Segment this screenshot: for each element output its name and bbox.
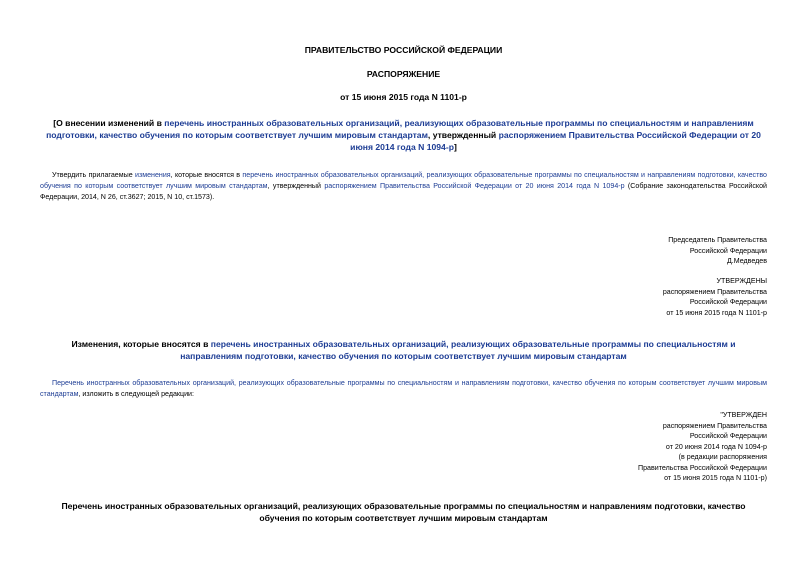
approved2-line: "УТВЕРЖДЕН — [720, 411, 767, 419]
approved-line: УТВЕРЖДЕНЫ — [716, 277, 767, 285]
approved2-line: распоряжением Правительства — [662, 421, 767, 430]
title-order-link[interactable]: распоряжением Правительства Российской Федерации от 20 июня 2014 года N 1094-р — [350, 130, 761, 152]
body-changes-link[interactable]: изменения — [135, 171, 171, 179]
approved2-line: (в редакции распоряжения — [678, 453, 767, 461]
changes-title — [60, 338, 747, 362]
approved-line: Российской Федерации — [689, 298, 767, 306]
government-heading: ПРАВИТЕЛЬСТВО РОССИЙСКОЙ ФЕДЕРАЦИИ — [304, 45, 503, 55]
signature-line: Председатель Правительства — [668, 236, 767, 244]
approved-line: от 15 июня 2015 года N 1101-р — [666, 308, 767, 317]
changes-paragraph-text: , изложить в следующей редакции: — [78, 390, 194, 398]
approved-block-2 — [638, 410, 767, 484]
approved2-line: Правительства Российской Федерации — [638, 463, 767, 472]
title-list-link[interactable]: перечень иностранных образовательных организаций, реализующих образовательные программы по специальностям и направлениям подготовки, качество обучения по которым соответствует лучшим мировым стандартам — [46, 118, 754, 140]
title-close: ] — [453, 142, 457, 152]
doc-type-heading: РАСПОРЯЖЕНИЕ — [366, 69, 441, 79]
signature-block — [668, 235, 767, 267]
body-list-link[interactable]: перечень иностранных образовательных организаций, реализующих образовательные программы по специальностям и направлениям подготовки, качество обучения по которым соответствует лучшим мировым стандартам — [40, 171, 767, 190]
approved2-line: от 15 июня 2015 года N 1101-р) — [664, 474, 767, 482]
approved-line: распоряжением Правительства — [662, 287, 767, 296]
approved2-line: Российской Федерации — [689, 432, 767, 440]
body-text-3: , утвержденный — [267, 182, 325, 190]
signature-line: Российской Федерации — [689, 246, 767, 255]
title-open: [О внесении изменений в — [53, 118, 165, 128]
body-text-2: , которые вносятся в — [170, 171, 243, 179]
approved-block — [663, 276, 767, 318]
changes-title-text: Изменения, которые вносятся в — [71, 339, 211, 349]
body-paragraph — [40, 170, 767, 203]
body-text-4: (Собрание законодательства Российской Федерации, 2014, N 26, ст.3627; 2015, N 10, ст.1573). — [40, 182, 767, 201]
changes-title-list-link[interactable]: перечень иностранных образовательных организаций, реализующих образовательные программы по специальностям и направлениям подготовки, качество обучения по которым соответствует лучшим мировым стандартам — [180, 339, 736, 361]
date-number-heading: от 15 июня 2015 года N 1101-р — [340, 92, 467, 102]
body-text-1: Утвердить прилагаемые — [52, 171, 135, 179]
list-title: Перечень иностранных образовательных организаций, реализующих образовательные программы по специальностям и направлениям подготовки, качество обучения по которым соответствует лучшим мировым стандартам — [61, 501, 746, 523]
body-order-link[interactable]: распоряжением Правительства Российской Федерации от 20 июня 2014 года N 1094-р — [324, 182, 625, 190]
approved2-line: от 20 июня 2014 года N 1094-р — [665, 442, 767, 451]
signature-name: Д.Медведев — [726, 257, 767, 265]
document-title — [40, 117, 767, 153]
changes-list-link[interactable]: Перечень иностранных образовательных организаций, реализующих образовательные программы по специальностям и направлениям подготовки, качество обучения по которым соответствует лучшим мировым стандартам — [40, 379, 767, 398]
title-middle: , утвержденный — [427, 130, 499, 140]
changes-paragraph — [40, 378, 767, 400]
